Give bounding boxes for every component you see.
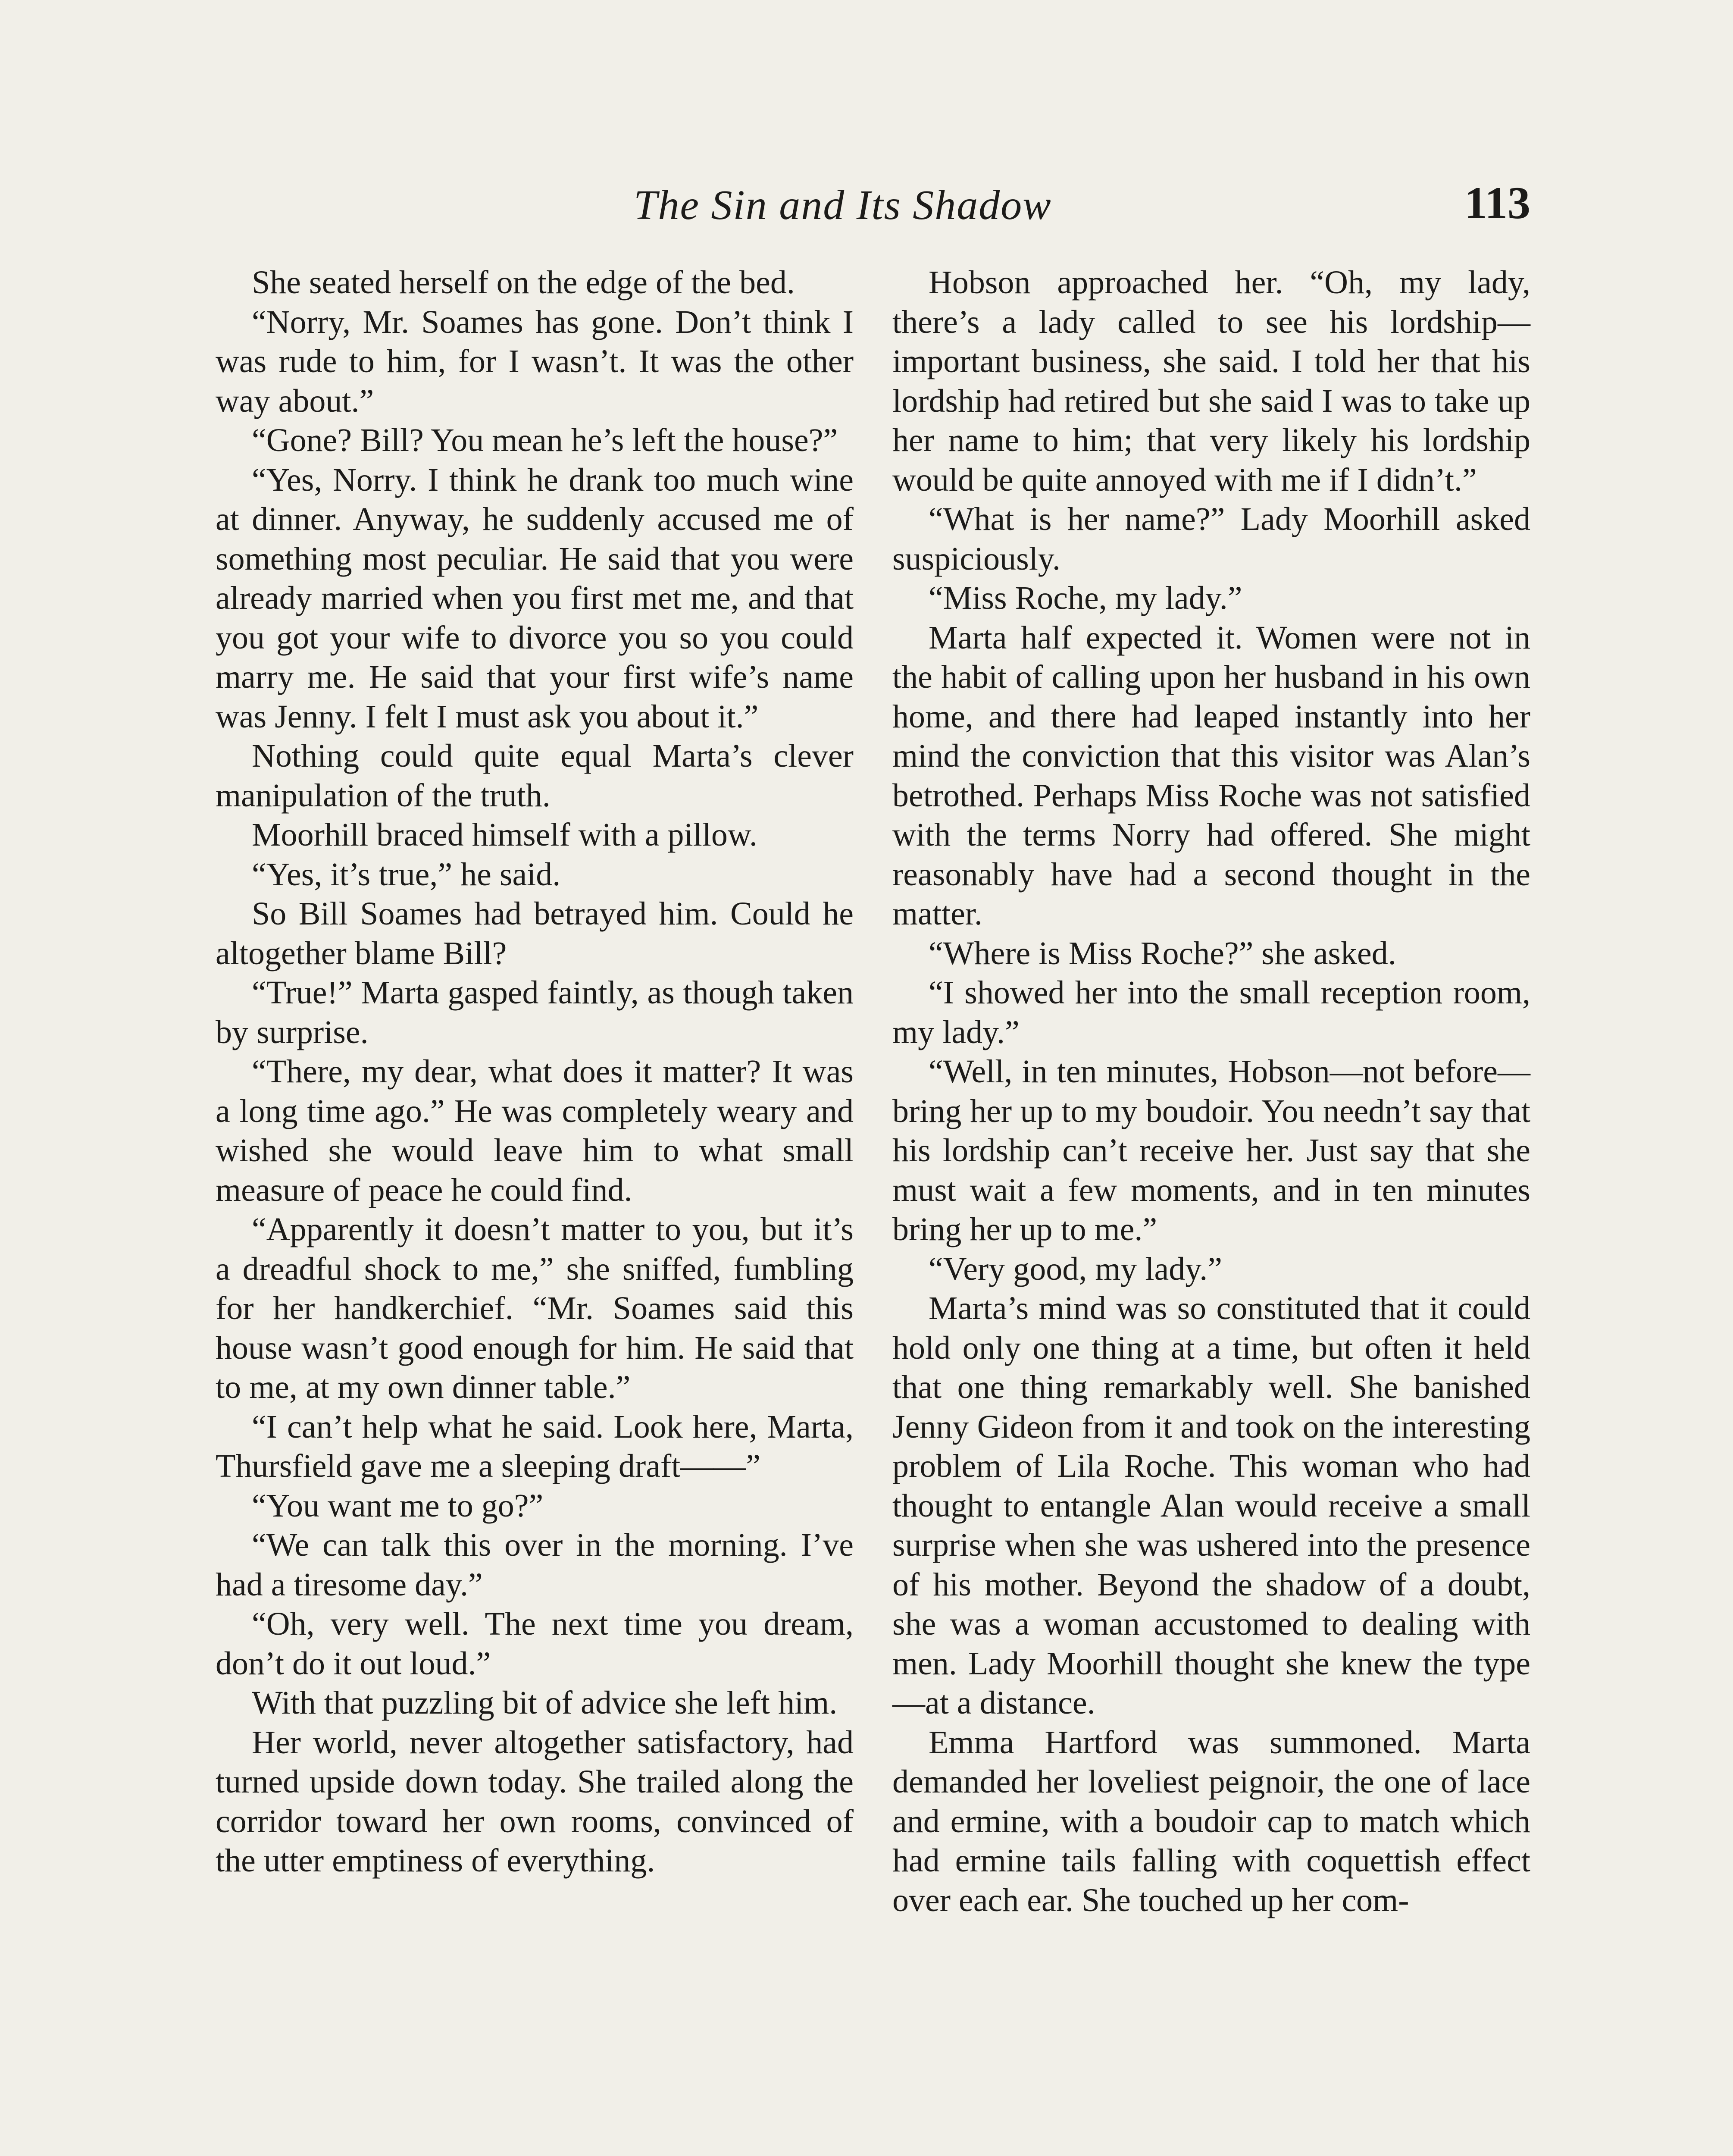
running-head (211, 172, 1530, 241)
paragraph: With that puzzling bit of advice she left him. (252, 1685, 838, 1721)
paragraph: “Where is Miss Roche?” she asked. (929, 935, 1396, 971)
paragraph: “Norry, Mr. Soames has gone. Don’t think I was rude to him, for I wasn’t. It was the other way about.” (216, 304, 854, 419)
paragraph: “I showed her into the small reception room, my lady.” (892, 975, 1530, 1050)
paragraph: “Yes, Norry. I think he drank too much wine at dinner. Anyway, he suddenly accused me of something most peculiar. He said that you were already married when you first met me, and that you got your wife to divorce you so you could marry me. He said that your first wife’s name was Jenny. I felt I must ask you about it.” (216, 461, 854, 735)
paragraph: Marta’s mind was so constituted that it could hold only one thing at a time, but often it held that one thing remarkably well. She banished Jenny Gideon from it and took on the interesting problem of Lila Roche. This woman who had thought to entangle Alan would receive a small surprise when she was ushered into the presence of his mother. Beyond the shadow of a doubt, she was a woman accustomed to dealing with men. Lady Moorhill thought she knew the type—at a distance. (892, 1290, 1530, 1721)
paragraph: “Very good, my lady.” (929, 1250, 1222, 1287)
paragraph: “I can’t help what he said. Look here, Marta, Thursfield gave me a sleeping draft——” (216, 1408, 854, 1484)
paragraph: “What is her name?” Lady Moorhill asked suspiciously. (892, 501, 1530, 577)
left-column (216, 263, 854, 1881)
paragraph: Moorhill braced himself with a pillow. (252, 817, 757, 853)
paragraph: “We can talk this over in the morning. I’ve had a tiresome day.” (216, 1527, 854, 1603)
paragraph: “Apparently it doesn’t matter to you, but it’s a dreadful shock to me,” she sniffed, fumbling for her handkerchief. “Mr. Soames said this house wasn’t good enough for him. He said that to me, at my own dinner table.” (216, 1211, 854, 1405)
paragraph: “There, my dear, what does it matter? It was a long time ago.” He was completely weary and wished she would leave him to what small measure of peace he could find. (216, 1053, 854, 1208)
paragraph: “Yes, it’s true,” he said. (252, 856, 561, 893)
paragraph: She seated herself on the edge of the bed. (252, 264, 795, 301)
paragraph: “Oh, very well. The next time you dream, don’t do it out loud.” (216, 1606, 854, 1682)
running-title: The Sin and Its Shadow (634, 182, 1052, 229)
paragraph: Marta half expected it. Women were not in the habit of calling upon her husband in his own home, and there had leaped instantly into her mind the conviction that this visitor was Alan’s betrothed. Perhaps Miss Roche was not satisfied with the terms Norry had offered. She might reasonably have had a second thought in the matter. (892, 619, 1530, 932)
paragraph: Hobson approached her. “Oh, my lady, there’s a lady called to see his lordship—important business, she said. I told her that his lordship had retired but she said I was to take up her name to him; that very likely his lordship would be quite annoyed with me if I didn’t.” (892, 264, 1530, 498)
paragraph: “True!” Marta gasped faintly, as though taken by surprise. (216, 975, 854, 1050)
paragraph: So Bill Soames had betrayed him. Could he altogether blame Bill? (216, 896, 854, 971)
paragraph: Emma Hartford was summoned. Marta demanded her loveliest peignoir, the one of lace and ermine, with a boudoir cap to match which had ermine tails falling with coquettish effect over each ear. She touched up her com- (892, 1724, 1530, 1918)
page-number: 113 (1464, 178, 1530, 228)
paragraph: “You want me to go?” (252, 1487, 544, 1524)
paragraph: Her world, never altogether satisfactory, had turned upside down today. She trailed along the corridor toward her own rooms, convinced of the utter emptiness of everything. (216, 1724, 854, 1879)
paragraph: Nothing could quite equal Marta’s clever manipulation of the truth. (216, 738, 854, 814)
paragraph: “Miss Roche, my lady.” (929, 580, 1242, 616)
paragraph: “Gone? Bill? You mean he’s left the house?” (252, 422, 838, 458)
paragraph: “Well, in ten minutes, Hobson—not before—bring her up to my boudoir. You needn’t say that his lordship can’t receive her. Just say that she must wait a few moments, and in ten minutes bring her up to me.” (892, 1053, 1530, 1247)
right-column (892, 263, 1530, 1920)
